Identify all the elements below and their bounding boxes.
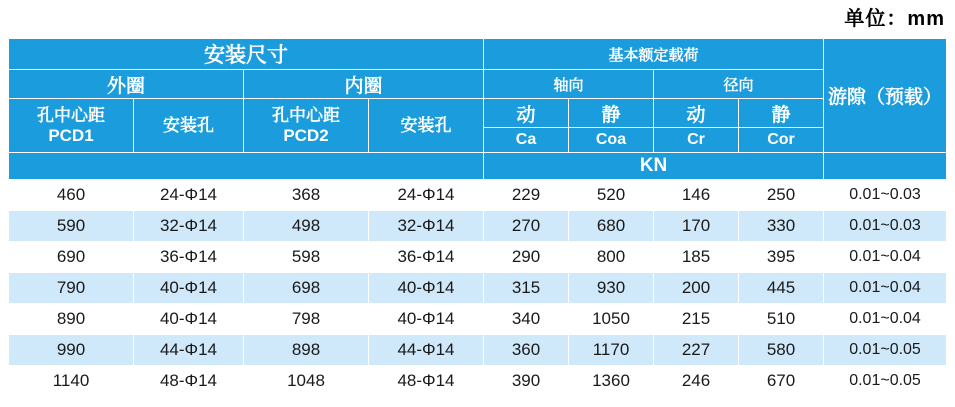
- cell-ca: 315: [484, 273, 569, 304]
- cell-coa: 1050: [569, 304, 654, 335]
- header-radial-dynamic: 动: [654, 99, 739, 128]
- header-axial-static: 静: [569, 99, 654, 128]
- cell-clearance: 0.01~0.04: [824, 242, 947, 273]
- header-pcd1-line2: PCD1: [48, 125, 94, 145]
- table-row: [9, 180, 947, 211]
- header-clearance: 游隙（预载）: [824, 39, 947, 153]
- cell-pcd1: 1140: [9, 366, 134, 397]
- header-row-3: [9, 99, 947, 128]
- header-basic-load: 基本额定载荷: [484, 39, 824, 70]
- header-row-5: [9, 153, 947, 180]
- header-axial-dynamic: 动: [484, 99, 569, 128]
- header-pcd2-line2: PCD2: [283, 125, 329, 145]
- cell-coa: 680: [569, 211, 654, 242]
- cell-coa: 1170: [569, 335, 654, 366]
- cell-coa: 930: [569, 273, 654, 304]
- header-pcd1: [9, 99, 134, 153]
- cell-coa: 520: [569, 180, 654, 211]
- table-row: [9, 273, 947, 304]
- cell-clearance: 0.01~0.03: [824, 211, 947, 242]
- cell-hole2: 48-Φ14: [369, 366, 484, 397]
- cell-cor: 445: [739, 273, 824, 304]
- cell-ca: 290: [484, 242, 569, 273]
- cell-hole2: 40-Φ14: [369, 273, 484, 304]
- header-inner-ring: 内圈: [244, 70, 484, 99]
- cell-pcd2: 1048: [244, 366, 369, 397]
- table-row: [9, 304, 947, 335]
- header-row-1: [9, 39, 947, 70]
- cell-cr: 170: [654, 211, 739, 242]
- cell-clearance: 0.01~0.04: [824, 273, 947, 304]
- table-row: [9, 211, 947, 242]
- table-row: [9, 242, 947, 273]
- cell-hole1: 40-Φ14: [134, 304, 244, 335]
- cell-cor: 510: [739, 304, 824, 335]
- cell-ca: 390: [484, 366, 569, 397]
- cell-pcd1: 790: [9, 273, 134, 304]
- cell-clearance: 0.01~0.03: [824, 180, 947, 211]
- cell-cr: 146: [654, 180, 739, 211]
- header-coa: Coa: [569, 128, 654, 153]
- cell-hole2: 32-Φ14: [369, 211, 484, 242]
- cell-cr: 215: [654, 304, 739, 335]
- header-cr: Cr: [654, 128, 739, 153]
- cell-pcd1: 890: [9, 304, 134, 335]
- cell-pcd1: 990: [9, 335, 134, 366]
- cell-cor: 330: [739, 211, 824, 242]
- cell-hole1: 40-Φ14: [134, 273, 244, 304]
- table-row: [9, 335, 947, 366]
- cell-ca: 340: [484, 304, 569, 335]
- cell-cr: 227: [654, 335, 739, 366]
- specification-table: [8, 38, 947, 397]
- cell-hole2: 44-Φ14: [369, 335, 484, 366]
- cell-hole1: 48-Φ14: [134, 366, 244, 397]
- header-cor: Cor: [739, 128, 824, 153]
- cell-hole2: 24-Φ14: [369, 180, 484, 211]
- cell-cor: 580: [739, 335, 824, 366]
- cell-clearance: 0.01~0.05: [824, 335, 947, 366]
- header-radial: 径向: [654, 70, 824, 99]
- header-kn-span: [9, 153, 484, 180]
- cell-cor: 250: [739, 180, 824, 211]
- cell-cor: 395: [739, 242, 824, 273]
- header-pcd1-line1: 孔中心距: [37, 105, 105, 125]
- cell-pcd2: 498: [244, 211, 369, 242]
- header-mount-hole-inner: 安装孔: [369, 99, 484, 153]
- cell-clearance: 0.01~0.04: [824, 304, 947, 335]
- header-radial-static: 静: [739, 99, 824, 128]
- header-outer-ring: 外圈: [9, 70, 244, 99]
- cell-cr: 200: [654, 273, 739, 304]
- cell-cr: 246: [654, 366, 739, 397]
- table-row: [9, 366, 947, 397]
- cell-pcd2: 598: [244, 242, 369, 273]
- cell-ca: 270: [484, 211, 569, 242]
- table-body: [9, 180, 947, 397]
- header-kn-unit: KN: [484, 153, 824, 180]
- cell-ca: 360: [484, 335, 569, 366]
- cell-pcd1: 590: [9, 211, 134, 242]
- cell-hole1: 32-Φ14: [134, 211, 244, 242]
- header-ca: Ca: [484, 128, 569, 153]
- cell-hole2: 40-Φ14: [369, 304, 484, 335]
- header-pcd2: [244, 99, 369, 153]
- cell-pcd2: 698: [244, 273, 369, 304]
- cell-cor: 670: [739, 366, 824, 397]
- cell-hole1: 44-Φ14: [134, 335, 244, 366]
- cell-pcd1: 690: [9, 242, 134, 273]
- table-header: [9, 39, 947, 180]
- header-axial: 轴向: [484, 70, 654, 99]
- unit-note: 单位：mm: [844, 8, 945, 30]
- cell-hole1: 24-Φ14: [134, 180, 244, 211]
- header-pcd2-line1: 孔中心距: [272, 105, 340, 125]
- header-install-size: 安装尺寸: [9, 39, 484, 70]
- cell-coa: 800: [569, 242, 654, 273]
- cell-pcd1: 460: [9, 180, 134, 211]
- cell-hole1: 36-Φ14: [134, 242, 244, 273]
- cell-cr: 185: [654, 242, 739, 273]
- cell-coa: 1360: [569, 366, 654, 397]
- header-clearance-filler: [824, 153, 947, 180]
- header-row-2: [9, 70, 947, 99]
- cell-hole2: 36-Φ14: [369, 242, 484, 273]
- cell-ca: 229: [484, 180, 569, 211]
- cell-pcd2: 368: [244, 180, 369, 211]
- header-mount-hole-outer: 安装孔: [134, 99, 244, 153]
- cell-pcd2: 898: [244, 335, 369, 366]
- cell-pcd2: 798: [244, 304, 369, 335]
- cell-clearance: 0.01~0.05: [824, 366, 947, 397]
